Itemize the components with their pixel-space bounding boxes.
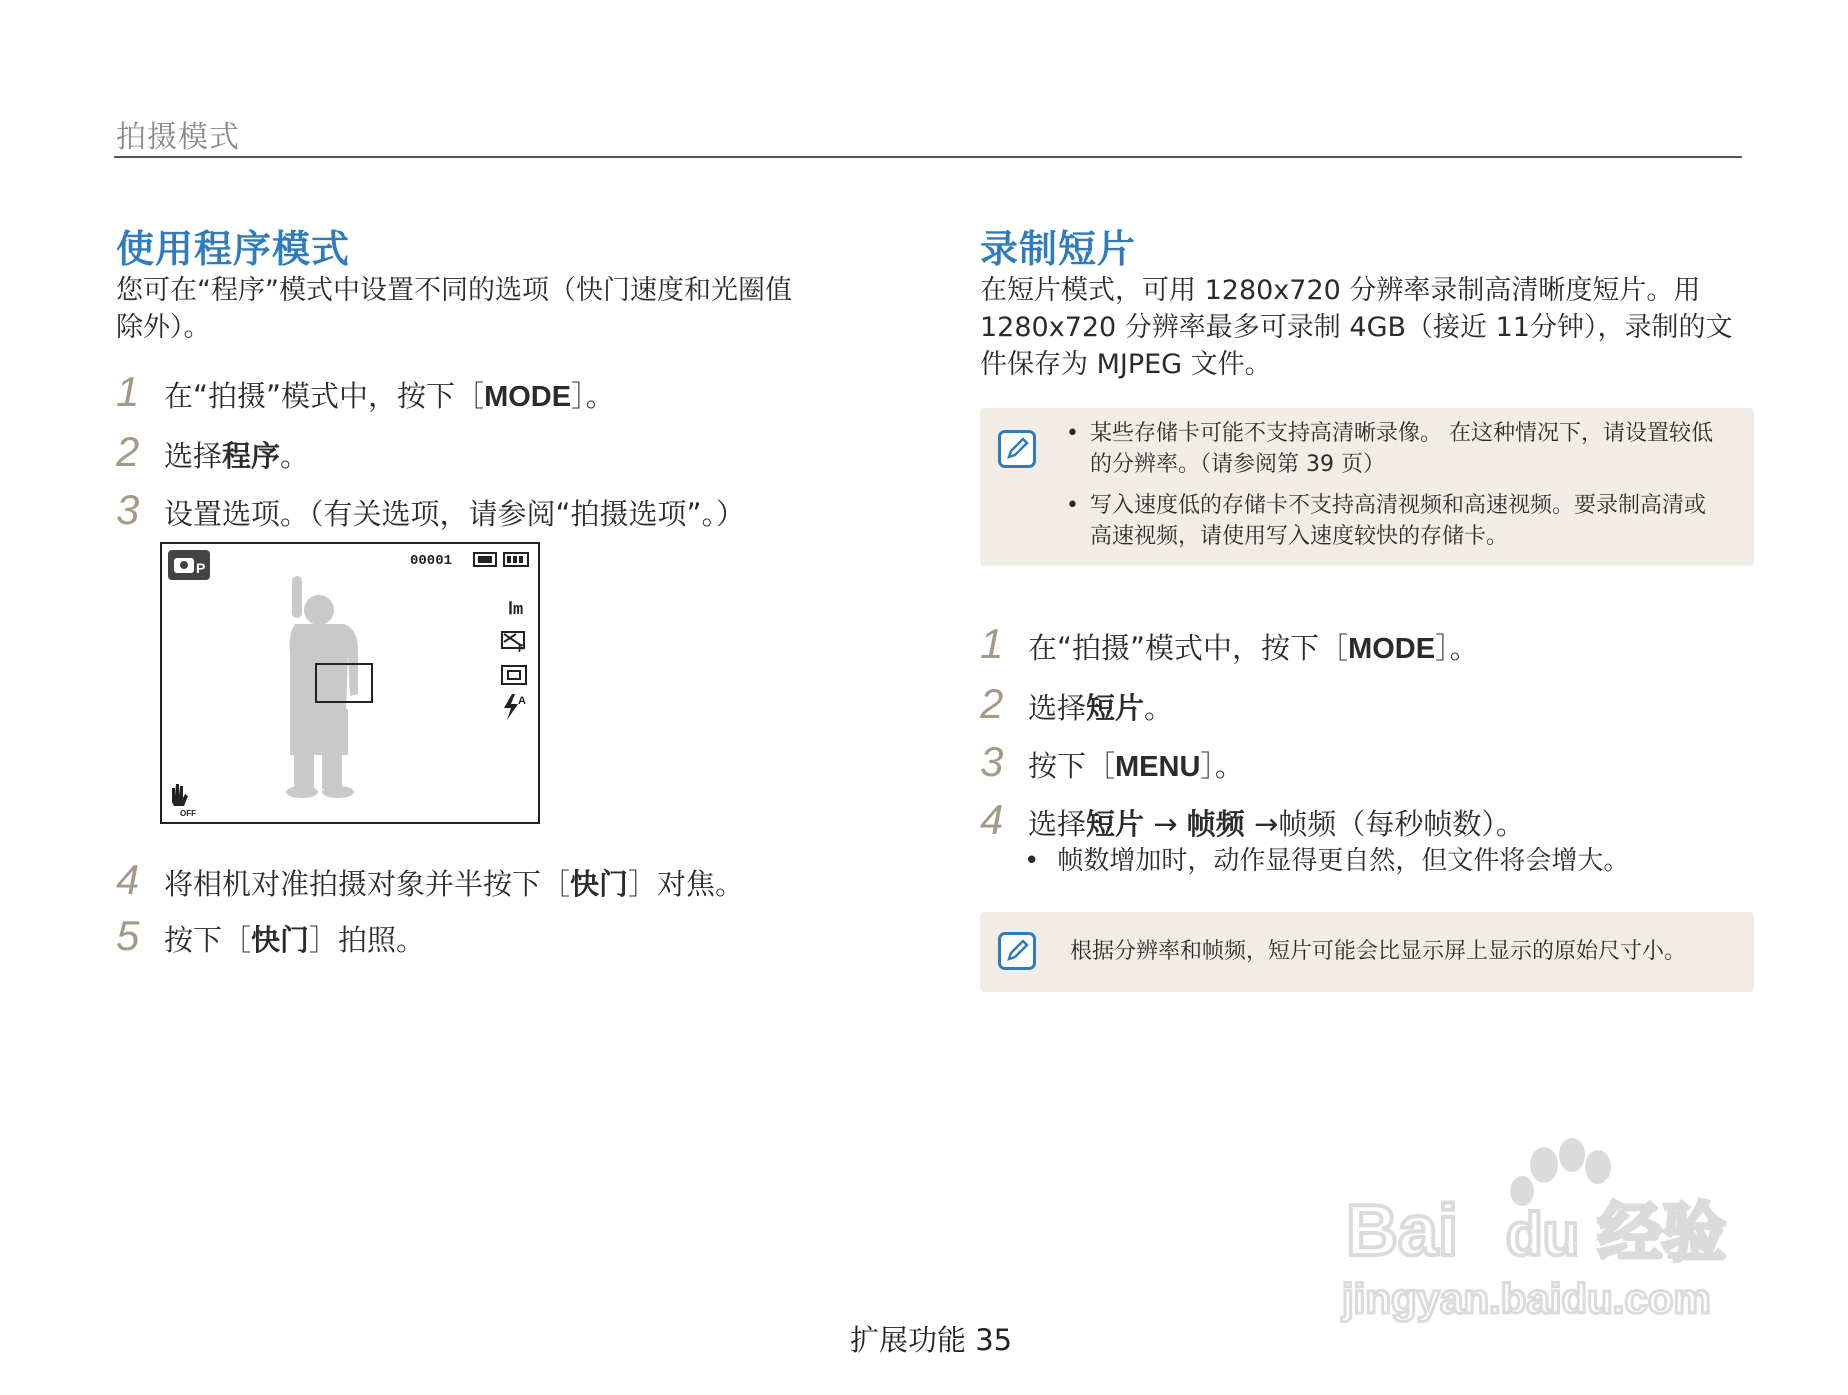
shutter-key-label: 快门 (251, 923, 310, 957)
camera-screen-illustration (160, 542, 540, 824)
left-intro (116, 272, 876, 346)
section-header: 拍摄模式 (116, 120, 240, 155)
watermark-cn: 经验 (1598, 1197, 1726, 1271)
step-number: 2 (980, 680, 1004, 727)
program-mode-icon (168, 550, 210, 580)
shot-counter: 00001 (410, 553, 453, 569)
arrow: → (1144, 807, 1187, 841)
page-footer: 扩展功能 35 (850, 1323, 1013, 1357)
left-title: 使用程序模式 (116, 227, 351, 271)
right-intro-line-2: 1280x720 分辨率最多可录制 4GB（接近 11分钟），录制的文 (980, 312, 1733, 343)
note-box-size (980, 912, 1754, 992)
metering-icon (502, 666, 526, 684)
note-text: 根据分辨率和帧频，短片可能会比显示屏上显示的原始尺寸小。 (1070, 939, 1687, 964)
step-number: 5 (116, 912, 140, 959)
menu-key-label: MENU (1115, 751, 1201, 783)
left-step-1 (116, 368, 615, 416)
note-item: • 写入速度低的存储卡不支持高清视频和高速视频。要录制高清或 高速视频，请使用写入速度较快的存储卡。 (1064, 490, 1734, 552)
movie-label: 短片 (1086, 691, 1145, 725)
svg-text:OFF: OFF (180, 809, 196, 818)
arrow: → (1244, 807, 1279, 841)
note-icon (998, 430, 1036, 468)
step-text: 选择短片 → 帧频 →帧频（每秒帧数）。 (1028, 807, 1525, 841)
step-4-bullet: • 帧数增加时，动作显得更自然，但文件将会增大。 (1024, 840, 1629, 877)
left-step-3 (116, 486, 745, 534)
right-step-4 (980, 796, 1525, 844)
watermark-logo (1336, 1125, 1756, 1325)
svg-text:P: P (196, 560, 206, 576)
step-number: 4 (116, 856, 140, 903)
program-label: 程序 (222, 439, 281, 473)
left-step-4 (116, 856, 744, 904)
right-intro (980, 272, 1760, 383)
paw-icon (1510, 1138, 1611, 1206)
step-text: 按下［快门］拍照。 (164, 923, 426, 957)
step-number: 2 (116, 428, 140, 475)
ois-off-icon (172, 784, 196, 818)
right-title: 录制短片 (980, 227, 1137, 271)
step-text: 选择程序。 (164, 439, 310, 473)
step-number: 3 (980, 738, 1004, 785)
step-text: 将相机对准拍摄对象并半按下［快门］对焦。 (164, 867, 745, 901)
image-size-icon: Ⅰm (508, 601, 524, 620)
shutter-key-label: 快门 (570, 867, 629, 901)
left-step-5 (116, 912, 425, 960)
right-step-1 (980, 620, 1479, 668)
step-number: 1 (980, 620, 1004, 667)
note-box-storage (980, 408, 1754, 566)
header-divider (114, 156, 1742, 158)
svg-text:F: F (518, 643, 525, 655)
step-number: 1 (116, 368, 140, 415)
right-intro-line-3: 件保存为 MJPEG 文件。 (980, 349, 1272, 380)
movie-label: 短片 (1086, 807, 1145, 841)
note-icon (998, 932, 1036, 970)
frame-rate-label: 帧频 (1186, 807, 1245, 841)
left-intro-line-1: 您可在“程序”模式中设置不同的选项（快门速度和光圈值 (116, 275, 792, 306)
person-silhouette (286, 576, 358, 798)
step-number: 4 (980, 796, 1004, 843)
step-text: 设置选项。（有关选项，请参阅“拍摄选项”。） (164, 497, 746, 531)
svg-text:A: A (518, 695, 526, 707)
memory-icon (474, 553, 496, 566)
right-step-3 (980, 738, 1244, 786)
note-item: • 某些存储卡可能不支持高清晰录像。 在这种情况下，请设置较低 的分辨率。（请参阅第 39 页） (1064, 418, 1734, 480)
watermark-brand: Bai (1346, 1191, 1459, 1271)
step-text: 在“拍摄”模式中，按下［MODE］。 (1028, 631, 1479, 665)
flash-auto-icon (504, 694, 526, 720)
step-text: 按下［MENU］。 (1028, 749, 1244, 783)
note-list-storage (1064, 418, 1734, 562)
right-step-2 (980, 680, 1173, 728)
quality-icon (502, 632, 525, 655)
step-number: 3 (116, 486, 140, 533)
left-step-2 (116, 428, 309, 476)
step-text: 在“拍摄”模式中，按下［MODE］。 (164, 379, 615, 413)
battery-icon (504, 553, 528, 566)
mode-key-label: MODE (1348, 633, 1436, 665)
right-intro-line-1: 在短片模式，可用 1280x720 分辨率录制高清晰度短片。用 (980, 275, 1701, 306)
watermark-brand-2: du (1506, 1201, 1580, 1268)
step-text: 选择短片。 (1028, 691, 1174, 725)
left-intro-line-2: 除外）。 (116, 312, 211, 343)
camera-screen-svg (162, 544, 538, 822)
watermark-url: jingyan.baidu.com (1342, 1275, 1711, 1322)
baidu-jingyan-watermark (1336, 1125, 1756, 1325)
mode-key-label: MODE (484, 381, 572, 413)
